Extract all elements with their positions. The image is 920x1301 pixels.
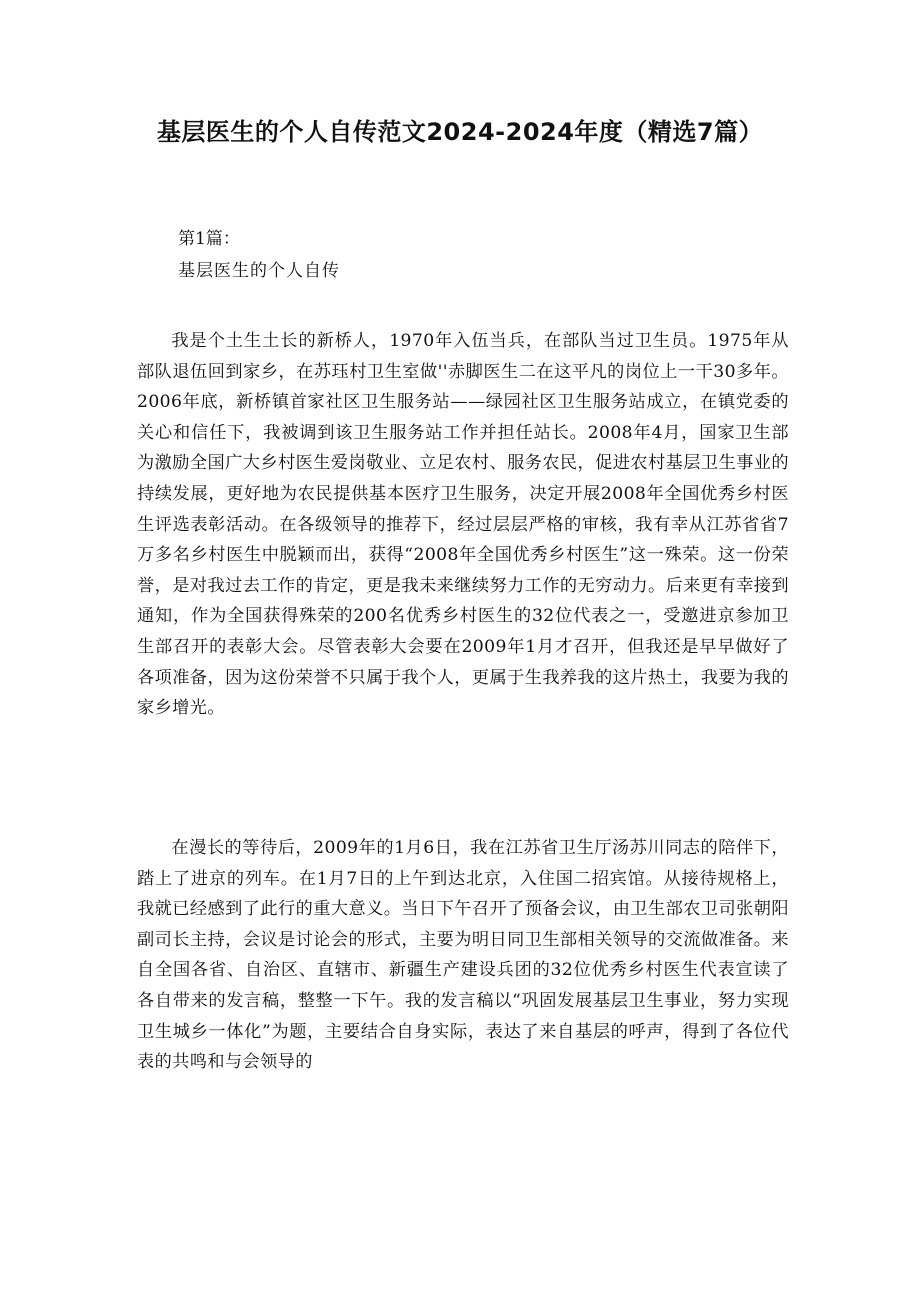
body-paragraph: 在漫长的等待后，2009年的1月6日，我在江苏省卫生厅汤苏川同志的陪伴下，踏上了进京的列车。在1月7日的上午到达北京，入住国二招宾馆。从接待规格上，我就已经感到了此行的重大意义。当日下午召开了预备会议，由卫生部农卫司张朝阳副司长主持，会议是讨论会的形式，主要为明日同卫生部相关领导的交流做准备。来自全国各省、自治区、直辖市、新疆生产建设兵团的32位优秀乡村医生代表宣读了各自带来的发言稿，整整一下午。我的发言稿以“巩固发展基层卫生事业，努力实现卫生城乡一体化”为题，主要结合自身实际，表达了来自基层的呼声，得到了各位代表的共鸣和与会领导的 [137, 838, 789, 1073]
document-title: 基层医生的个人自传范文2024-2024年度（精选7篇） [156, 118, 764, 146]
section-label: 第1篇： [178, 229, 240, 249]
body-paragraph: 我是个土生土长的新桥人，1970年入伍当兵，在部队当过卫生员。1975年从部队退伍回到家乡，在苏珏村卫生室做''赤脚医生二在这平凡的岗位上一干30多年。2006年底，新桥镇首家社区卫生服务站——绿园社区卫生服务站成立，在镇党委的关心和信任下，我被调到该卫生服务站工作并担任站长。2008年4月，国家卫生部为激励全国广大乡村医生爱岗敬业、立足农村、服务农民，促进农村基层卫生事业的持续发展，更好地为农民提供基本医疗卫生服务，决定开展2008年全国优秀乡村医生评选表彰活动。在各级领导的推荐下，经过层层严格的审核，我有幸从江苏省省7万多名乡村医生中脱颖而出，获得“2008年全国优秀乡村医生”这一殊荣。这一份荣誉，是对我过去工作的肯定，更是我未来继续努力工作的无穷动力。后来更有幸接到通知，作为全国获得殊荣的200名优秀乡村医生的32位代表之一，受邀进京参加卫生部召开的表彰大会。尽管表彰大会要在2009年1月才召开，但我还是早早做好了各项准备，因为这份荣誉不只属于我个人，更属于生我养我的这片热土，我要为我的家乡增光。 [137, 331, 789, 719]
section-heading: 基层医生的个人自传 [178, 261, 340, 281]
